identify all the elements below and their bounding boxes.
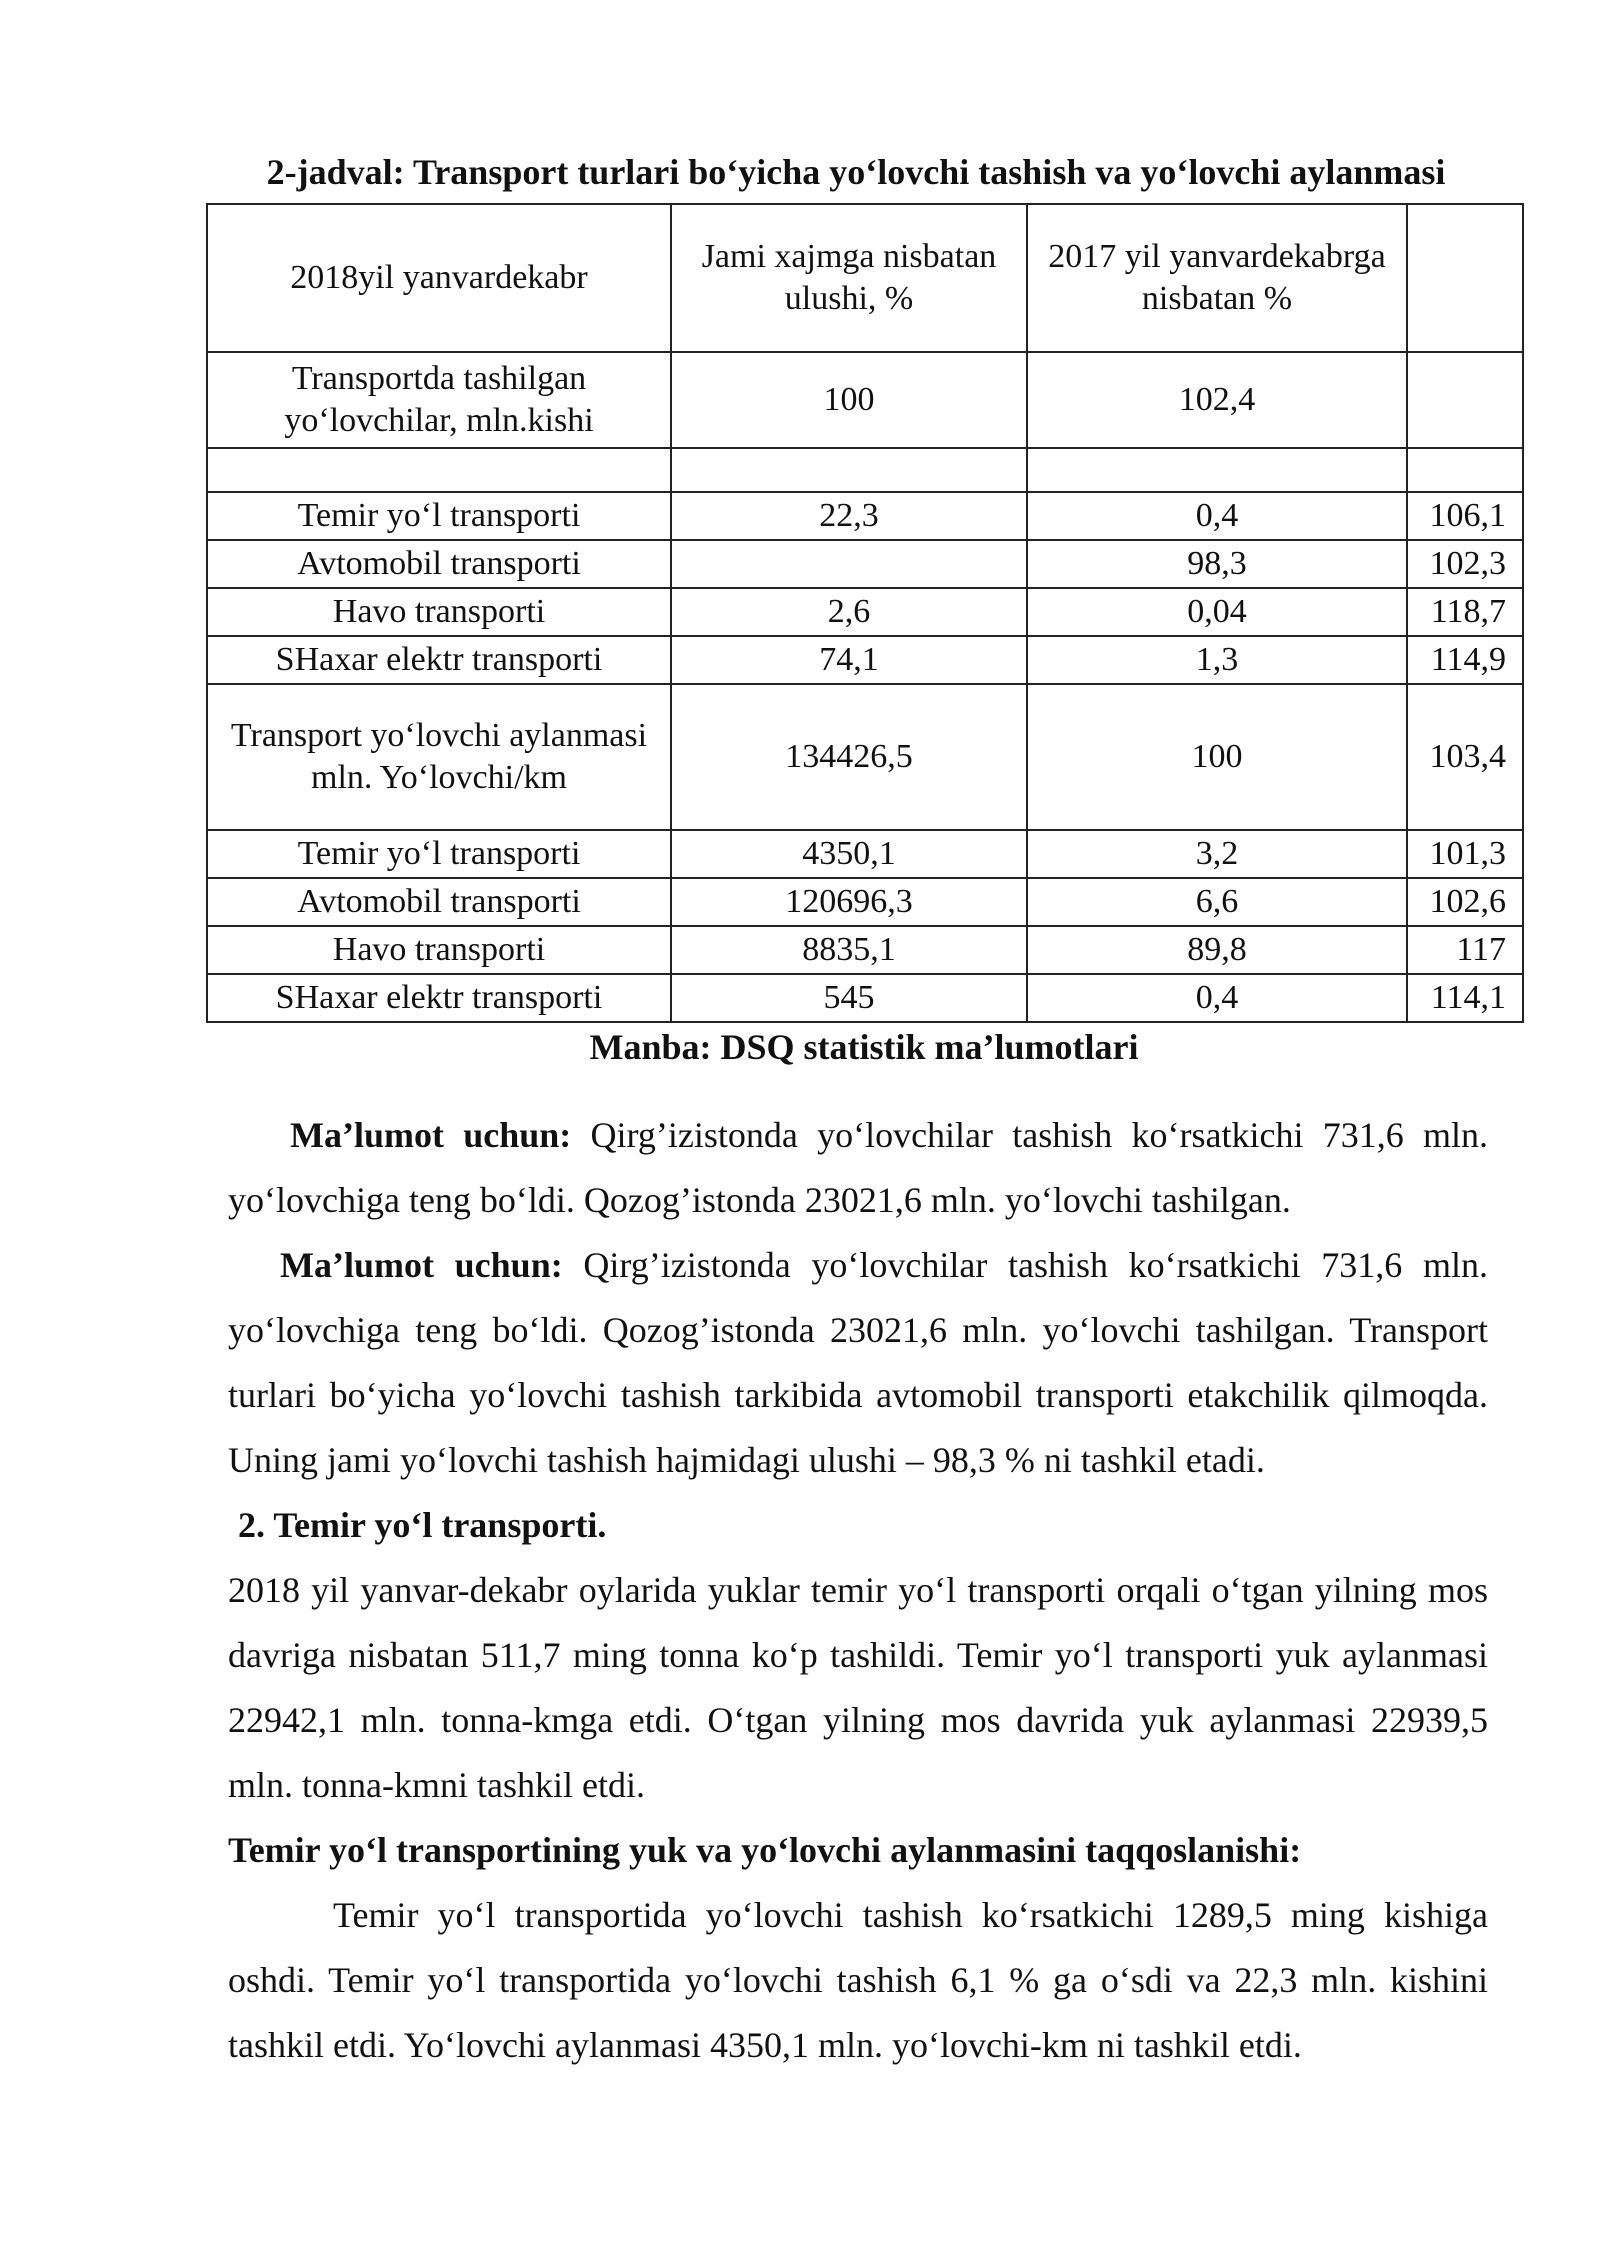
table-row: [207, 636, 1523, 684]
table-row: [207, 540, 1523, 588]
paragraph: 2018 yil yanvar-dekabr oylarida yuklar temir yo‘l transporti orqali o‘tgan yilning mos davriga nisbatan 511,7 ming tonna ko‘p tashildi. Temir yo‘l transporti yuk aylanmasi 22942,1 mln. tonna-kmga etdi. O‘tgan yilning mos davrida yuk aylanmasi 22939,5 mln. tonna-kmni tashkil etdi.: [228, 1570, 1488, 1805]
row-label: Havo transporti: [207, 588, 671, 636]
table-cell: 89,8: [1027, 926, 1407, 974]
paragraph-text: Qirg’izistonda yo‘lovchilar tashish ko‘rsatkichi 731,6 mln. yo‘lovchiga teng bo‘ldi. Qozog’istonda 23021,6 mln. yo‘lovchi tashilgan. Transport turlari bo‘yicha yo‘lovchi tashish tarkibida avtomobil transporti etakchilik qilmoqda. Uning jami yo‘lovchi tashish hajmidagi ulushi – 98,3 % ni tashkil etadi.: [228, 1245, 1488, 1480]
table-cell: 1,3: [1027, 636, 1407, 684]
row-label: SHaxar elektr transporti: [207, 636, 671, 684]
table-row: [207, 588, 1523, 636]
table-cell: 0,4: [1027, 492, 1407, 540]
table-row: [207, 352, 1523, 448]
table-cell: 0,4: [1027, 974, 1407, 1022]
table-cell: 545: [671, 974, 1027, 1022]
row-label: [207, 448, 671, 492]
paragraph-text: Qirg’izistonda yo‘lovchilar tashish ko‘rsatkichi 731,6 mln. yo‘lovchiga teng bo‘ldi. Qozog’istonda 23021,6 mln. yo‘lovchi tashilgan.: [228, 1115, 1488, 1220]
table-cell: 103,4: [1407, 684, 1523, 830]
table-cell: 114,1: [1407, 974, 1523, 1022]
table-row: [207, 830, 1523, 878]
subheading: Temir yo‘l transportining yuk va yo‘lovchi aylanmasini taqqoslanishi:: [228, 1830, 1302, 1870]
table-cell: 2,6: [671, 588, 1027, 636]
table-row: [207, 926, 1523, 974]
table-row: [207, 492, 1523, 540]
table-cell: [671, 540, 1027, 588]
header-cell: 2018yil yanvardekabr: [207, 204, 671, 352]
table-cell: 4350,1: [671, 830, 1027, 878]
table-cell: 114,9: [1407, 636, 1523, 684]
row-label: Avtomobil transporti: [207, 540, 671, 588]
table-cell: [671, 448, 1027, 492]
table-cell: [1027, 448, 1407, 492]
paragraph-label: Ma’lumot uchun:: [290, 1115, 572, 1155]
table-source: Manba: DSQ statistik ma’lumotlari: [589, 1027, 1139, 1067]
table-cell: 102,3: [1407, 540, 1523, 588]
table-cell: 100: [671, 352, 1027, 448]
table-cell: 0,04: [1027, 588, 1407, 636]
table-row: [207, 448, 1523, 492]
row-label: SHaxar elektr transporti: [207, 974, 671, 1022]
table-cell: [1407, 448, 1523, 492]
table-row: [207, 878, 1523, 926]
row-label: Havo transporti: [207, 926, 671, 974]
table-cell: 102,4: [1027, 352, 1407, 448]
row-label: Transportda tashilgan yo‘lovchilar, mln.kishi: [207, 352, 671, 448]
body-text: [228, 1103, 1488, 2078]
paragraph: Temir yo‘l transportida yo‘lovchi tashish ko‘rsatkichi 1289,5 ming kishiga oshdi. Temir yo‘l transportida yo‘lovchi tashish 6,1 % ga o‘sdi va 22,3 mln. kishini tashkil etdi. Yo‘lovchi aylanmasi 4350,1 mln. yo‘lovchi-km ni tashkil etdi.: [228, 1895, 1488, 2065]
table-title: 2-jadval: Transport turlari bo‘yicha yo‘lovchi tashish va yo‘lovchi aylanmasi: [266, 152, 1446, 192]
paragraph-label: Ma’lumot uchun:: [280, 1245, 563, 1285]
table-cell: 120696,3: [671, 878, 1027, 926]
table-cell: 3,2: [1027, 830, 1407, 878]
table-cell: 101,3: [1407, 830, 1523, 878]
table-cell: 118,7: [1407, 588, 1523, 636]
table-cell: 22,3: [671, 492, 1027, 540]
row-label: Avtomobil transporti: [207, 878, 671, 926]
table-row: [207, 974, 1523, 1022]
table-cell: 6,6: [1027, 878, 1407, 926]
table-cell: 106,1: [1407, 492, 1523, 540]
table-cell: 102,6: [1407, 878, 1523, 926]
paragraph: [228, 1233, 1488, 1493]
table-cell: 117: [1407, 926, 1523, 974]
table-cell: 74,1: [671, 636, 1027, 684]
table-row: [207, 684, 1523, 830]
table-cell: 100: [1027, 684, 1407, 830]
paragraph: [228, 1103, 1488, 1233]
table-cell: 98,3: [1027, 540, 1407, 588]
row-label: Temir yo‘l transporti: [207, 492, 671, 540]
transport-table: [206, 203, 1524, 1023]
table-header-row: [207, 204, 1523, 352]
row-label: Temir yo‘l transporti: [207, 830, 671, 878]
table-cell: 134426,5: [671, 684, 1027, 830]
header-cell: 2017 yil yanvardekabrga nisbatan %: [1027, 204, 1407, 352]
table-cell: [1407, 352, 1523, 448]
header-cell: [1407, 204, 1523, 352]
section-heading: 2. Temir yo‘l transporti.: [238, 1505, 607, 1545]
table-cell: 8835,1: [671, 926, 1027, 974]
header-cell: Jami xajmga nisbatan ulushi, %: [671, 204, 1027, 352]
row-label: Transport yo‘lovchi aylanmasi mln. Yo‘lovchi/km: [207, 684, 671, 830]
